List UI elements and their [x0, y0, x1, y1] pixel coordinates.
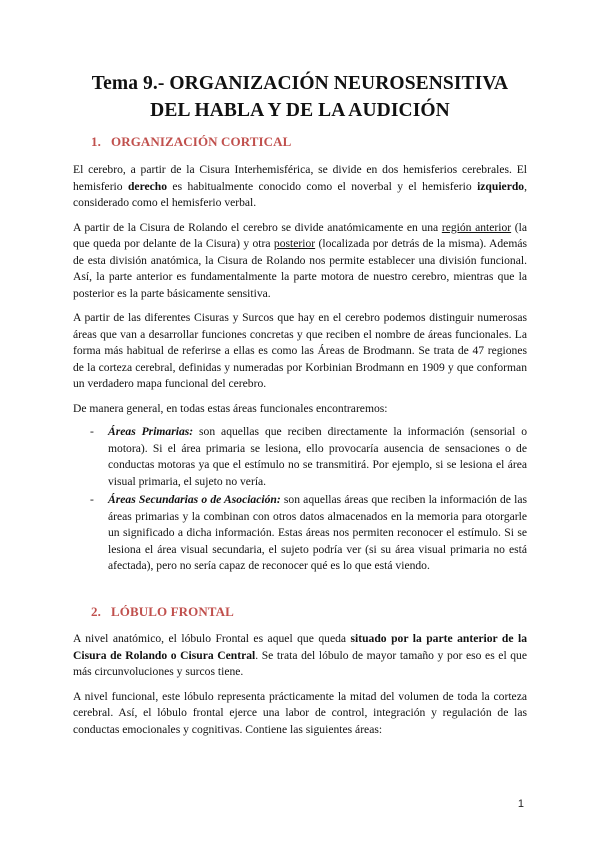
page-number: 1	[517, 798, 524, 810]
paragraph: A partir de las diferentes Cisuras y Surcos que hay en el cerebro podemos distinguir numerosas áreas que van a desarrollar funciones concretas y que reciben el nombre de áreas funcionales. La forma más habitual de referirse a ellas es como las Áreas de Brodmann. Se trata de 47 regiones de la corteza cerebral, definidas y numeradas por Korbinian Brodmann en 1909 y que conforman un verdadero mapa funcional del cerebro.	[73, 311, 527, 390]
paragraph: A partir de la Cisura de Rolando el cerebro se divide anatómicamente en una región anterior (la que queda por delante de la Cisura) y otra posterior (localizada por detrás de la misma). Además de esta división anatómica, la Cisura de Rolando nos permite establecer una división funcional. Así, la parte anterior es fundamentalmente la parte motora de nuestro cerebro, mientras que la posterior es la parte básicamente sensitiva.	[73, 220, 528, 300]
areas-list	[90, 424, 527, 577]
title-line-2: DEL HABLA Y DE LA AUDICIÓN	[150, 100, 450, 121]
section-2-heading	[91, 604, 234, 620]
section-1-title: ORGANIZACIÓN CORTICAL	[111, 134, 292, 149]
section-2-number: 2.	[91, 604, 101, 619]
section-1-heading	[91, 134, 291, 150]
title-line-1: Tema 9.- ORGANIZACIÓN NEUROSENSITIVA	[91, 73, 509, 94]
paragraph: A nivel funcional, este lóbulo representa prácticamente la mitad del volumen de toda la corteza cerebral. Así, el lóbulo frontal ejerce una labor de control, integración y regulación de las conductas emocionales y cognitivas. Contiene las siguientes áreas:	[73, 689, 527, 736]
section-2-title: LÓBULO FRONTAL	[111, 604, 234, 619]
list-item: - Áreas Secundarias o de Asociación: son aquellas áreas que reciben la información de las áreas primarias y la combinan con otros datos almacenados en la memoria para otorgarle un significado a dicha información. Estas áreas nos permiten reconocer el estímulo. Si se lesiona el área visual secundaria, el sujeto podría ver (si su área visual primaria no está afectada), pero no sería capaz de reconocer qué es lo que está viendo.	[90, 493, 527, 572]
paragraph: A nivel anatómico, el lóbulo Frontal es aquel que queda situado por la parte anterior de la Cisura de Rolando o Cisura Central. Se trata del lóbulo de mayor tamaño y por eso es el que más circunvoluciones y surcos tiene.	[73, 632, 528, 678]
list-item: - Áreas Primarias: son aquellas que reciben directamente la información (sensorial o motora). Si el área primaria se lesiona, ello provocaría ausencia de sensaciones o de conductas motoras ya que el estímulo no se transmitirá. Por ejemplo, si se lesiona el área visual primaria, el sujeto no vería.	[90, 425, 527, 488]
section-1-number: 1.	[91, 134, 101, 149]
section-2-body	[73, 631, 527, 746]
paragraph: El cerebro, a partir de la Cisura Interhemisférica, se divide en dos hemisferios cerebrales. El hemisferio derecho es habitualmente conocido como el noverbal y el hemisferio izquierdo, considerado como el hemisferio verbal.	[73, 163, 527, 209]
section-1-body	[73, 162, 527, 425]
page-title	[40, 70, 560, 124]
paragraph: De manera general, en todas estas áreas funcionales encontraremos:	[73, 401, 388, 415]
